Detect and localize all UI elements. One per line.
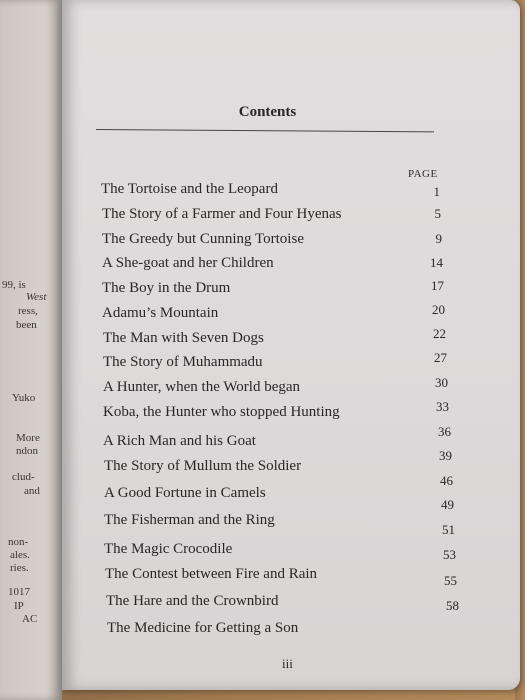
entry-page: 39 xyxy=(439,448,452,463)
entry-title: A Hunter, when the World began xyxy=(103,379,301,395)
entry-title: The Greedy but Cunning Tortoise xyxy=(102,231,304,247)
entry-title: The Tortoise and the Leopard xyxy=(101,181,278,197)
entry-title: Koba, the Hunter who stopped Hunting xyxy=(103,404,340,420)
left-page-line: clud- xyxy=(12,471,35,483)
left-page-line: West xyxy=(26,291,47,303)
entry-page: 14 xyxy=(430,255,443,270)
entry-title: The Contest between Fire and Rain xyxy=(105,566,318,582)
left-page-line: AC xyxy=(22,613,38,625)
entry-title: The Story of Mullum the Soldier xyxy=(104,458,302,474)
entry-title: The Fisherman and the Ring xyxy=(104,512,275,528)
entry-title: The Magic Crocodile xyxy=(104,541,233,557)
entry-page: 30 xyxy=(435,375,448,390)
entry-title: A Rich Man and his Goat xyxy=(103,433,256,449)
entry-page: 49 xyxy=(441,497,454,512)
left-page-line: IP xyxy=(14,600,24,612)
entry-title: A Good Fortune in Camels xyxy=(104,485,266,501)
entry-page: 33 xyxy=(436,399,449,414)
left-page-line: been xyxy=(16,319,37,331)
entry-page: 58 xyxy=(446,598,459,613)
left-page-line: Yuko xyxy=(12,392,36,404)
left-page-line: ress, xyxy=(18,305,38,317)
left-page-line: More xyxy=(16,432,40,444)
page-column-label: PAGE xyxy=(408,168,438,180)
entry-title: The Medicine for Getting a Son xyxy=(107,620,299,636)
left-page-line: ries. xyxy=(10,562,29,574)
entry-title: A She-goat and her Children xyxy=(102,255,274,271)
left-page-line: non- xyxy=(8,536,29,548)
entry-page: 27 xyxy=(434,350,447,365)
page-number: iii xyxy=(282,656,293,671)
entry-page: 9 xyxy=(435,231,442,246)
entry-page: 22 xyxy=(433,326,446,341)
entry-title: The Man with Seven Dogs xyxy=(103,330,264,346)
left-page-line: 99, is xyxy=(2,279,26,291)
entry-page: 20 xyxy=(432,302,445,317)
entry-title: The Story of a Farmer and Four Hyenas xyxy=(102,206,342,222)
entry-title: The Hare and the Crownbird xyxy=(106,593,279,609)
left-page xyxy=(0,0,62,700)
entry-page: 51 xyxy=(442,522,455,537)
entry-title: The Story of Muhammadu xyxy=(103,354,263,370)
entry-title: The Boy in the Drum xyxy=(102,280,231,296)
entry-page: 1 xyxy=(433,184,440,199)
entry-page: 55 xyxy=(444,573,457,588)
left-page-line: 1017 xyxy=(8,586,30,598)
entry-page: 5 xyxy=(434,206,441,221)
entry-page: 17 xyxy=(431,278,444,293)
contents-heading: Contents xyxy=(238,104,297,120)
left-page-line: ndon xyxy=(16,445,38,457)
left-page-line: ales. xyxy=(10,549,30,561)
entry-page: 46 xyxy=(440,473,453,488)
left-page-line: and xyxy=(24,485,40,497)
entry-page: 36 xyxy=(438,424,451,439)
entry-page: 53 xyxy=(443,547,456,562)
entry-title: Adamu’s Mountain xyxy=(102,305,219,321)
